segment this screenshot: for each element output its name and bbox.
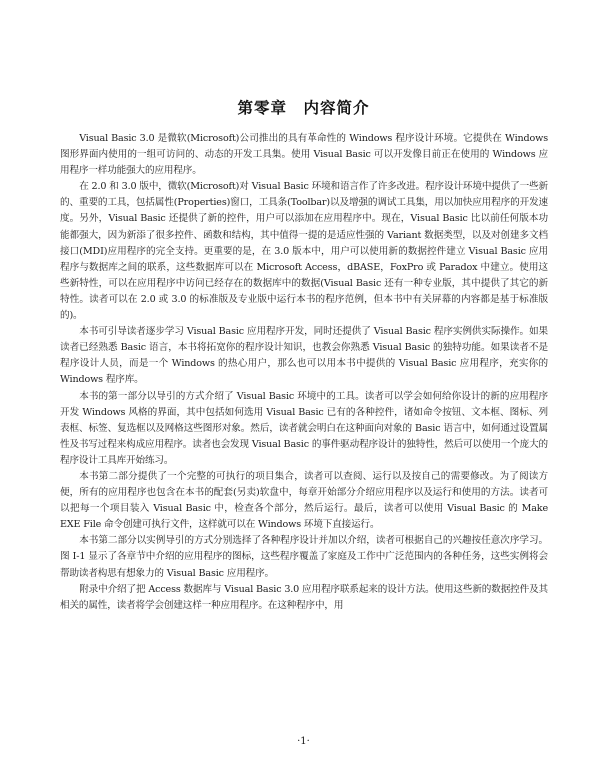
paragraph: 本书可引导读者逐步学习 Visual Basic 应用程序开发，同时还提供了 Visual Basic 程序实例供实际操作。如果读者已经熟悉 Basic 语言，本书将拓宽你的程序设计知识，也教会你熟悉 Visual Basic 的独特功能。如果读者不是程序设计人员，而是一个 Windows 的热心用户，那么也可以用本书中提供的 Visual Basic 应用程序，充实你的 Windows 程序库。 — [60, 326, 548, 386]
paragraph: 本书的第一部分以导引的方式介绍了 Visual Basic 环境中的工具。读者可以学会如何给你设计的新的应用程序开发 Windows 风格的界面，其中包括如何选用 Visual Basic 已有的各种控件，诸如命令按钮、文本框、图标、列表框、标签、复选框以及网格这些图形对象。然后，读者就会明白在这种面向对象的 Basic 语言中，如何通过设置属性及书写过程来构成应用程序。读者也会发现 Visual Basic 的事件驱动程序设计的独特性，然后可以使用一个庞大的程序设计工具库开始练习。 — [60, 390, 548, 466]
paragraph: 附录中介绍了把 Access 数据库与 Visual Basic 3.0 应用程序联系起来的设计方法。使用这些新的数据控件及其相关的属性，读者将学会创建这样一种应用程序。在这种程序中，用 — [60, 583, 548, 611]
paragraph: 本书第二部分以实例导引的方式分别选择了各种程序设计并加以介绍，读者可根据自己的兴趣按任意次序学习。图 I-1 显示了各章节中介绍的应用程序的图标，这些程序覆盖了家庭及工作中广泛范围内的各种任务，这些实例将会帮助读者构思有想象力的 Visual Basic 应用程序。 — [60, 535, 548, 579]
page-number: ·1· — [297, 736, 310, 747]
page-title: 第零章 内容简介 — [237, 99, 370, 117]
paragraph: 本书第二部分提供了一个完整的可执行的项目集合，读者可以查阅、运行以及按自己的需要修改。为了阅读方便，所有的应用程序也包含在本书的配套(另卖)软盘中，每章开始部分介绍应用程序以及运行和使用的方法。读者可以把每一个项目装入 Visual Basic 中，检查各个部分，然后运行。最后，读者可以使用 Visual Basic 的 Make EXE File 命令创建可执行文件，这样就可以在 Windows 环境下直接运行。 — [60, 470, 548, 531]
paragraph: 在 2.0 和 3.0 版中，微软(Microsoft)对 Visual Basic 环境和语言作了许多改进。程序设计环境中提供了一些新的、重要的工具，包括属性(Properties)窗口，工具条(Toolbar)以及增强的调试工具集，用以加快应用程序的开发速度。另外，Visual Basic 还提供了新的控件，用户可以添加在应用程序中。现在，Visual Basic 比以前任何版本功能都强大，因为新添了很多控件、函数和结构，其中值得一提的是适应性强的 Variant 数据类型，以及对创建多文档接口(MDI)应用程序的完全支持。更重要的是，在 3.0 版本中，用户可以使用新的数据控件建立 Visual Basic 应用程序与数据库之间的联系，这些数据库可以在 Microsoft Access，dBASE，FoxPro 或 Paradox 中建立。使用这些新特性，可以在应用程序中访问已经存在的数据库中的数据(Visual Basic 还有一种专业版，其中提供了其它的新特性。读者可以在 2.0 或 3.0 的标准版及专业版中运行本书的程序范例，但本书中有关屏幕的内容都是基于标准版的)。 — [60, 181, 548, 322]
paragraph: Visual Basic 3.0 是微软(Microsoft)公司推出的具有革命性的 Windows 程序设计环境。它提供在 Windows 图形界面内使用的一组可访问的、动态的开发工具集。使用 Visual Basic 可以开发像目前正在使用的 Windows 应用程序一样功能强大的应用程序。 — [60, 133, 548, 177]
body-text — [60, 131, 548, 614]
